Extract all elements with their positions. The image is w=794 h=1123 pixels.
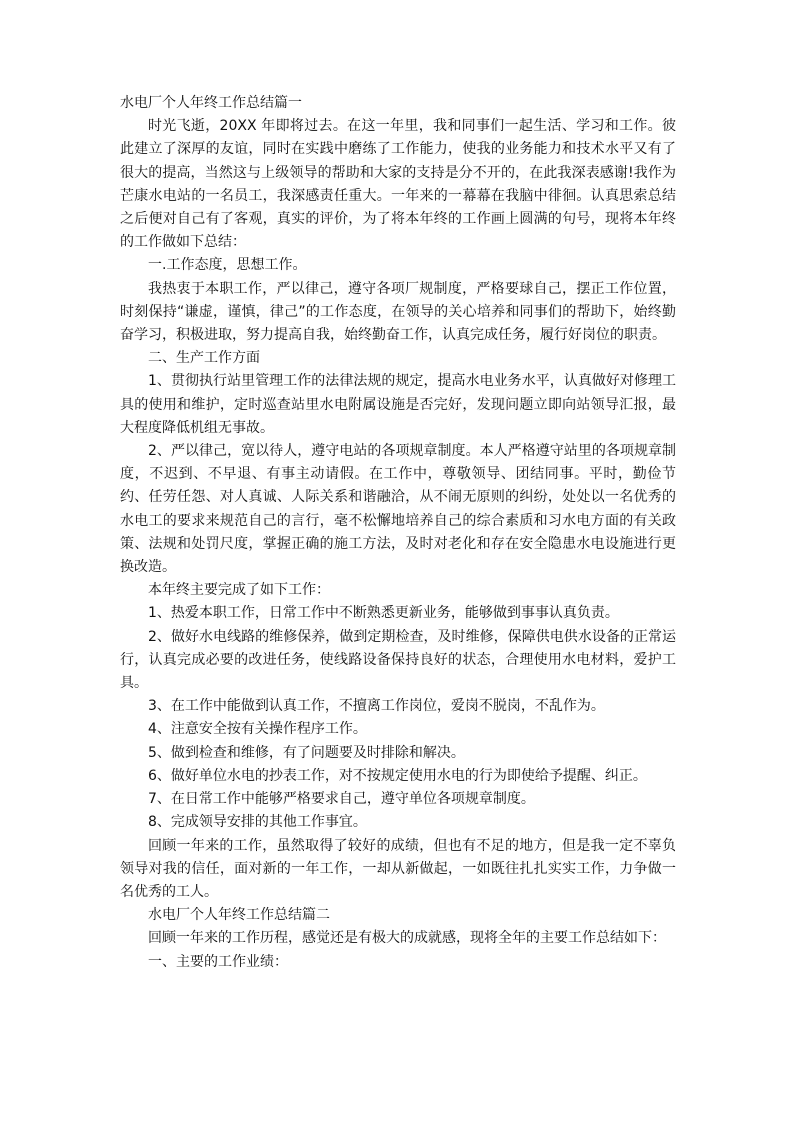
work-item-3: 3、在工作中能做到认真工作，不擅离工作岗位，爱岗不脱岗，不乱作为。	[148, 698, 605, 715]
section-heading-attitude: 一.工作态度，思想工作。	[148, 257, 307, 274]
section-heading-production: 二、生产工作方面	[148, 350, 260, 367]
heading-part-one: 水电厂个人年终工作总结篇一	[120, 95, 302, 111]
review-paragraph: 回顾一年来的工作，虽然取得了较好的成绩，但也有不足的地方，但是我一定不辜负领导对我的信任，面对新的一年工作，一却从新做起，一如既往扎扎实实工作，力争做一名优秀的工人。	[120, 837, 676, 900]
document-body	[120, 92, 676, 974]
work-item-8: 8、完成领导安排的其他工作事宜。	[148, 814, 367, 831]
work-item-7: 7、在日常工作中能够严格要求自己，遵守单位各项规章制度。	[148, 791, 535, 808]
intro-paragraph: 时光飞逝，20XX 年即将过去。在这一年里，我和同事们一起生活、学习和工作。彼此建立了深厚的友谊，同时在实践中磨练了工作能力，使我的业务能力和技术水平又有了很大的提高，当然这与上级领导的帮助和大家的支持是分不开的，在此我深表感谢!我作为芒康水电站的一名员工，我深感责任重大。一年来的一幕幕在我脑中徘徊。认真思索总结之后便对自己有了客观，真实的评价，为了将本年终的工作画上圆满的句号，现将本年终的工作做如下总结：	[120, 118, 676, 251]
work-item-2: 2、做好水电线路的维修保养，做到定期检查，及时维修，保障供电供水设备的正常运行，认真完成必要的改进任务，使线路设备保持良好的状态，合理使用水电材料，爱护工具。	[120, 628, 676, 692]
work-item-5: 5、做到检查和维修，有了问题要及时排除和解决。	[148, 744, 465, 761]
section-heading-achievements: 一、主要的工作业绩：	[148, 953, 288, 970]
work-done-heading: 本年终主要完成了如下工作：	[148, 582, 330, 599]
production-item-2: 2、严以律己，宽以待人，遵守电站的各项规章制度。本人严格遵守站里的各项规章制度，不迟到、不早退、有事主动请假。在工作中，尊敬领导、团结同事。平时，勤俭节约、任劳任怨、对人真诚、人际关系和谐融洽，从不闹无原则的纠纷，处处以一名优秀的水电工的要求来规范自己的言行，毫不松懈地培养自己的综合素质和习水电方面的有关政策、法规和处罚尺度，掌握正确的施工方法，及时对老化和存在安全隐患水电设施进行更换改造。	[120, 443, 676, 576]
work-item-6: 6、做好单位水电的抄表工作，对不按规定使用水电的行为即使给予提醒、纠正。	[148, 767, 647, 784]
heading-part-two: 水电厂个人年终工作总结篇二	[148, 907, 330, 924]
attitude-paragraph: 我热衷于本职工作，严以律己，遵守各项厂规制度，严格要球自己，摆正工作位置，时刻保持“谦虚，谨慎，律己”的工作态度，在领导的关心培养和同事们的帮助下，始终勤奋学习，积极进取，努力提高自我，始终勤奋工作，认真完成任务，履行好岗位的职责。	[120, 280, 676, 344]
production-item-1: 1、贯彻执行站里管理工作的法律法规的规定，提高水电业务水平，认真做好对修理工具的使用和维护，定时巡查站里水电附属设施是否完好，发现问题立即向站领导汇报，最大程度降低机组无事故。	[120, 373, 676, 436]
work-item-1: 1、热爱本职工作，日常工作中不断熟悉更新业务，能够做到事事认真负责。	[148, 605, 619, 622]
work-item-4: 4、注意安全按有关操作程序工作。	[148, 721, 367, 738]
part-two-intro: 回顾一年来的工作历程，感觉还是有极大的成就感，现将全年的主要工作总结如下：	[148, 930, 666, 947]
